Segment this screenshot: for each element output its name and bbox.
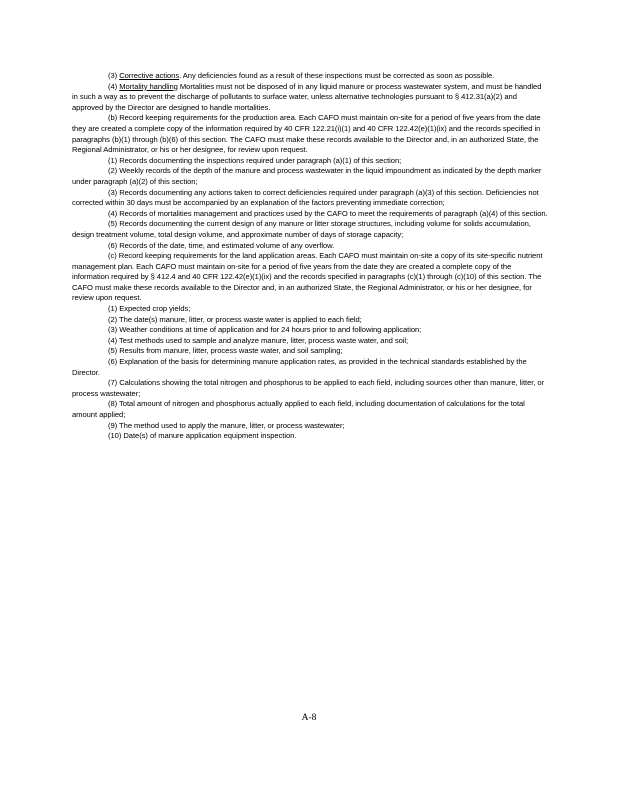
paragraph-c9: (9) The method used to apply the manure, litter, or process wastewater; xyxy=(108,420,345,430)
paragraph-c-land-application: (c) Record keeping requirements for the land application areas. Each CAFO must maintain on-site a copy of its site-specific nutrient management plan. Each CAFO must maintain on-site for a period of five years from the date they are created a complete copy of the information required by § 412.4 and 40 CFR 122.42(e)(1)(ix) and the records specified in paragraphs (c)(1) through (c)(10) of this section. The CAFO must make these records available to the Director and, in an authorized State, the Regional Administrator, or his or her designee, for review upon request. xyxy=(72,251,543,303)
paragraph-c6: (6) Explanation of the basis for determining manure application rates, as provided in the technical standards established by the Director. xyxy=(72,357,527,377)
paragraph-label: (4) xyxy=(108,81,118,91)
paragraph-mortality-handling xyxy=(72,82,548,114)
paragraph-c1: (1) Expected crop yields; xyxy=(108,304,191,314)
paragraph-heading: Mortality handling xyxy=(119,81,178,91)
paragraph-b6: (6) Records of the date, time, and estimated volume of any overflow. xyxy=(108,240,335,250)
page-number: A-8 xyxy=(301,713,317,723)
paragraph-c3: (3) Weather conditions at time of application and for 24 hours prior to and following application; xyxy=(108,325,422,335)
regulation-text xyxy=(72,71,548,442)
paragraph-c10: (10) Date(s) of manure application equipment inspection. xyxy=(108,431,297,441)
paragraph-heading: Corrective actions xyxy=(119,71,180,80)
paragraph-b1: (1) Records documenting the inspections required under paragraph (a)(1) of this section; xyxy=(108,155,402,165)
paragraph-c4: (4) Test methods used to sample and analyze manure, litter, process waste water, and soil; xyxy=(108,335,409,345)
paragraph-b3: (3) Records documenting any actions taken to correct deficiencies required under paragraph (a)(3) of this section. Deficiencies not corrected within 30 days must be accompanied by an explanation of the factors preventing immediate correction; xyxy=(72,187,539,208)
paragraph-c2: (2) The date(s) manure, litter, or process waste water is applied to each field; xyxy=(108,314,362,324)
paragraph-b4: (4) Records of mortalities management and practices used by the CAFO to meet the requirements of paragraph (a)(4) of this section. xyxy=(108,208,548,218)
paragraph-c7: (7) Calculations showing the total nitrogen and phosphorus to be applied to each field, including sources other than manure, litter, or process wastewater; xyxy=(72,378,545,398)
paragraph-c5: (5) Results from manure, litter, process waste water, and soil sampling; xyxy=(108,346,343,356)
paragraph-label: (3) xyxy=(108,71,118,80)
paragraph-b5: (5) Records documenting the current design of any manure or litter storage structures, including volume for solids accumulation, design treatment volume, total design volume, and approximate number of days of storage capacity; xyxy=(72,219,531,239)
paragraph-c8: (8) Total amount of nitrogen and phosphorus actually applied to each field, including documentation of calculations for the total amount applied; xyxy=(72,399,525,419)
paragraph-corrective-actions xyxy=(72,71,548,82)
paragraph-b2: (2) Weekly records of the depth of the manure and process wastewater in the liquid impoundment as indicated by the depth marker under paragraph (a)(2) of this section; xyxy=(72,166,542,186)
paragraph-text: Mortalities must not be disposed of in any liquid manure or process wastewater system, and must be handled in such a way as to prevent the discharge of pollutants to surface water, unless alternative technologies pursuant to § 412.31(a)(2) and approved by the Director are designed to handle mortalities. xyxy=(72,81,542,112)
paragraph-b-production-area: (b) Record keeping requirements for the production area. Each CAFO must maintain on-site for a period of five years from the date they are created a complete copy of the information required by 40 CFR 122.21(i)(1) and 40 CFR 122.42(e)(1)(ix) and the records specified in paragraphs (b)(1) through (b)(6) of this section. The CAFO must make these records available to the Director and, in an authorized State, the Regional Administrator, or his or her designee, for review upon request. xyxy=(72,113,541,155)
paragraph-text: . Any deficiencies found as a result of these inspections must be corrected as soon as possible. xyxy=(179,71,495,80)
